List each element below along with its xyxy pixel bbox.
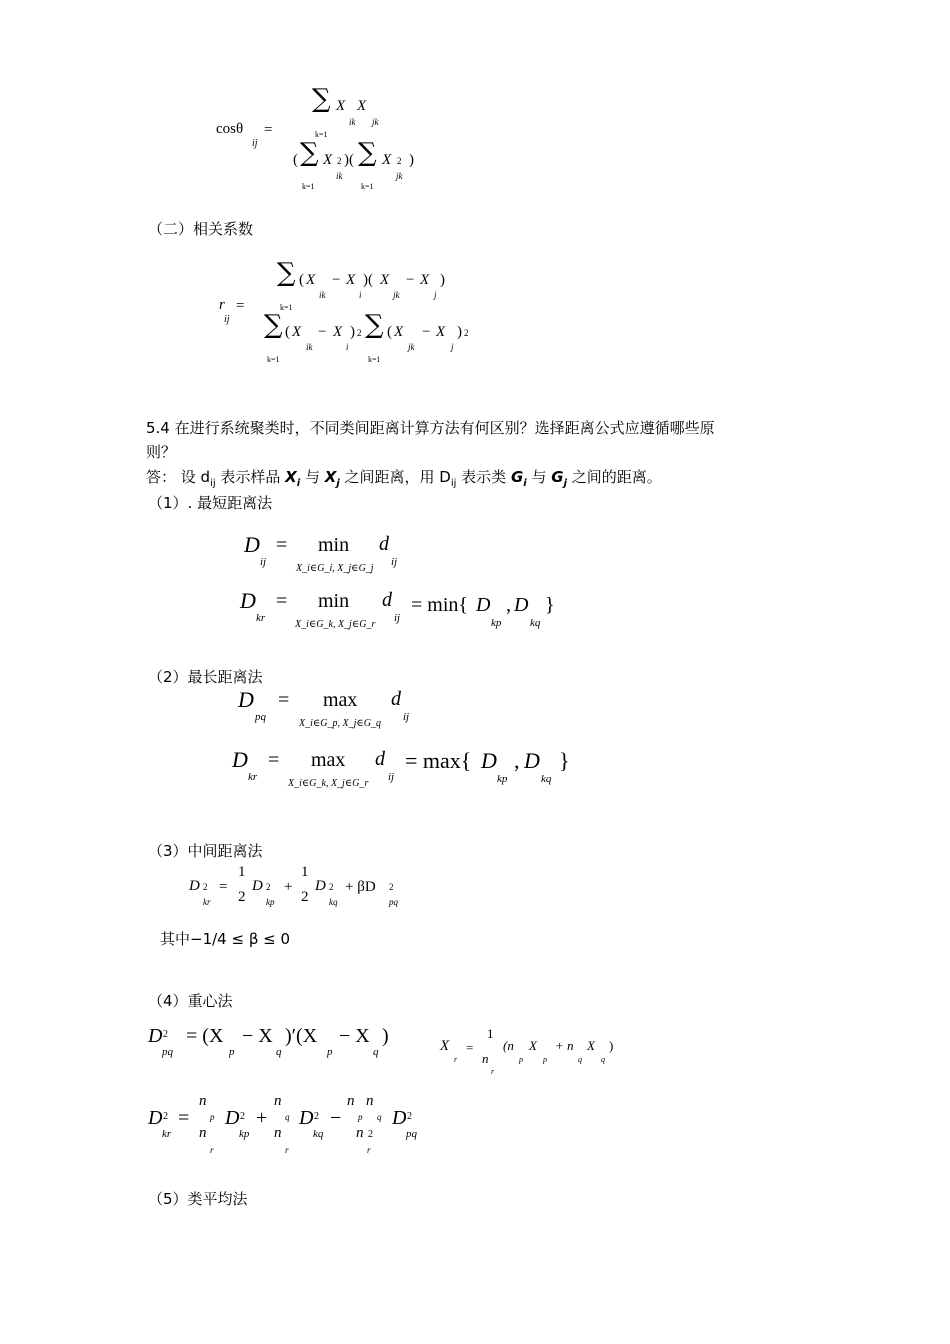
cr-f1-num: n <box>199 1093 207 1109</box>
answer-t1: 表示样品 <box>215 468 286 486</box>
xr-np-p: p <box>519 1055 523 1064</box>
cos-den-jk: jk <box>396 171 403 181</box>
corr-den-x3: X <box>394 324 404 340</box>
cd-q1: q <box>276 1046 282 1058</box>
xr-nq-q: q <box>578 1055 582 1064</box>
xr-X: X <box>440 1038 450 1054</box>
md-Dkq: D <box>315 878 326 894</box>
corr-den-rp2: ) <box>457 324 462 340</box>
sd2-Dkq-sub: kq <box>530 617 541 629</box>
sd2-comma: , <box>506 594 511 616</box>
cos-num-k: k=1 <box>315 130 328 139</box>
md-beta: + βD <box>345 879 376 895</box>
cos-den-sq1: 2 <box>337 156 342 166</box>
cos-den-rp: ) <box>409 152 414 168</box>
ld1-d: d <box>391 688 401 710</box>
cos-den-mid: )( <box>344 152 354 168</box>
cr-D-sq: 2 <box>163 1111 168 1122</box>
corr-den-x2: X <box>333 324 343 340</box>
ld2-Dkp: D <box>481 748 497 773</box>
cr-minus: − <box>330 1107 342 1129</box>
cos-den-k1: k=1 <box>302 182 315 191</box>
ld2-cond: X_i∈G_k, X_j∈G_r <box>288 778 369 789</box>
cr-f2-num: n <box>274 1093 282 1109</box>
cos-num-x1: X <box>336 98 346 114</box>
cos-den-k2: k=1 <box>361 182 374 191</box>
sd2-Dkq: D <box>514 594 529 616</box>
cos-eq: = <box>264 122 273 138</box>
cos-lhs-sub: ij <box>252 138 258 149</box>
cos-num-ik: ik <box>349 117 356 127</box>
xr-num: 1 <box>487 1026 494 1041</box>
sd1-D: D <box>244 532 260 557</box>
md-Dkp: D <box>252 878 263 894</box>
cr-f2-num-sub: q <box>285 1112 290 1122</box>
md-Dkp-sub: kp <box>266 897 275 907</box>
corr-den-minus1: − <box>318 324 327 340</box>
corr-eq: = <box>236 298 245 314</box>
corr-num-minus2: − <box>406 272 415 288</box>
md-D: D <box>189 878 200 894</box>
answer-gj-sub: j <box>563 478 567 489</box>
corr-num-j: j <box>434 290 437 300</box>
corr-den-lp1: ( <box>285 324 290 340</box>
ld1-d-sub: ij <box>403 711 410 723</box>
ld2-maxset: = max{ <box>405 748 472 773</box>
answer-t3: 之间距离，用 D <box>339 468 451 486</box>
corr-den-x4: X <box>436 324 446 340</box>
corr-den-lp2: ( <box>387 324 392 340</box>
xr-Xq-sub: q <box>601 1055 605 1064</box>
answer-t4: 表示类 <box>456 468 511 486</box>
sd1-min: min <box>318 534 350 556</box>
cr-f2-den-sub: r <box>285 1145 289 1155</box>
cd-D-sq: 2 <box>163 1029 168 1040</box>
cd-q2: q <box>373 1046 379 1058</box>
ld2-Dkq: D <box>524 748 540 773</box>
method-3-heading: （3）中间距离法 <box>148 842 263 860</box>
cr-plus: + <box>256 1107 268 1129</box>
cos-num-x2: X <box>357 98 367 114</box>
method-2-heading: （2）最长距离法 <box>148 668 263 686</box>
xr-nq: + n <box>555 1038 574 1053</box>
answer-xj: X <box>324 468 337 486</box>
corr-den-jk: jk <box>408 342 415 352</box>
sd2-minset: = min{ <box>411 594 468 616</box>
cos-lhs: cosθ <box>216 121 244 137</box>
cd-transpose: )′(X <box>285 1025 318 1047</box>
md-D-sq: 2 <box>203 882 208 892</box>
corr-den-k2: k=1 <box>368 355 381 364</box>
ld2-eq: = <box>268 749 280 771</box>
answer-gi: G <box>510 468 524 486</box>
sd2-d: d <box>382 589 392 611</box>
sd2-Dkp: D <box>476 594 491 616</box>
cr-Dkq: D <box>299 1107 314 1129</box>
md-Dpq-sub: pq <box>389 897 398 907</box>
sd2-D-sub: kr <box>256 612 266 624</box>
cr-Dpq-sq: 2 <box>407 1111 412 1122</box>
correlation-heading: （二）相关系数 <box>148 220 254 238</box>
cd-minus2: − X <box>339 1025 370 1047</box>
answer-xi: X <box>285 468 297 486</box>
md-eq: = <box>219 879 228 895</box>
cd-eq: = (X <box>186 1025 224 1047</box>
question-5-4-line1: 5.4 在进行系统聚类时，不同类间距离计算方法有何区别？选择距离公式应遵循哪些原 <box>146 419 715 437</box>
answer-dij-sub: ij <box>210 478 216 489</box>
cos-num-jk: jk <box>372 117 379 127</box>
cos-den-x2: X <box>382 152 392 168</box>
cd-D: D <box>148 1025 163 1047</box>
cr-Dkp-sq: 2 <box>240 1111 245 1122</box>
cr-D-sub: kr <box>162 1128 172 1140</box>
md-plus: + <box>284 879 293 895</box>
method-5-heading: （5）类平均法 <box>148 1190 248 1208</box>
method-4-heading: （4）重心法 <box>148 992 233 1010</box>
sd2-d-sub: ij <box>394 612 401 624</box>
cr-eq: = <box>178 1107 190 1129</box>
corr-den-rp1: ) <box>350 324 355 340</box>
ld1-eq: = <box>278 689 290 711</box>
corr-den-sq2: 2 <box>464 328 469 338</box>
cr-f3-den: n <box>356 1125 364 1141</box>
question-5-4-line2: 则？ <box>146 443 177 461</box>
xr-den-r: r <box>491 1067 495 1076</box>
cd-D-sub: pq <box>162 1046 173 1058</box>
cr-f2-den: n <box>274 1125 282 1141</box>
cr-f3-num2: n <box>366 1093 374 1109</box>
cd-p2: p <box>327 1046 333 1058</box>
answer-line <box>146 466 662 489</box>
cr-Dkq-sq: 2 <box>314 1111 319 1122</box>
md-num1: 1 <box>238 864 246 880</box>
cr-f3-den-sub: r <box>367 1145 371 1155</box>
corr-num-x1: X <box>306 272 316 288</box>
answer-gj: G <box>551 468 564 486</box>
corr-num-rp: ) <box>440 272 445 288</box>
ld1-max: max <box>323 689 358 711</box>
corr-den-k1: k=1 <box>267 355 280 364</box>
corr-lhs: r <box>219 297 225 313</box>
sd2-eq: = <box>276 590 288 612</box>
sd2-rbrace: } <box>545 594 555 616</box>
md-Dpq-sq: 2 <box>389 882 394 892</box>
cr-f3-num1-sub: p <box>358 1112 363 1122</box>
cos-den-ik: ik <box>336 171 343 181</box>
corr-num-ik: ik <box>319 290 326 300</box>
sd1-cond: X_i∈G_i, X_j∈G_j <box>296 563 374 574</box>
ld2-Dkp-sub: kp <box>497 773 508 785</box>
cr-f3-num2-sub: q <box>377 1112 382 1122</box>
xr-Xp: X <box>529 1038 537 1053</box>
sd1-d-sub: ij <box>391 556 398 568</box>
sd2-min: min <box>318 590 350 612</box>
corr-num-lp1: ( <box>299 272 304 288</box>
cd-minus1: − X <box>242 1025 273 1047</box>
corr-den-sigma1: ∑ <box>264 310 283 340</box>
cr-f1-den-sub: r <box>210 1145 214 1155</box>
cr-f3-num1: n <box>347 1093 355 1109</box>
corr-num-k: k=1 <box>280 303 293 312</box>
xr-np-n: (n <box>503 1038 514 1053</box>
xr-Xp-sub: p <box>543 1055 547 1064</box>
ld2-D: D <box>232 747 248 772</box>
corr-num-x3: X <box>380 272 390 288</box>
answer-t5: 与 <box>526 468 552 486</box>
cos-den-x1: X <box>323 152 333 168</box>
cos-den-sigma2: ∑ <box>358 138 377 168</box>
answer-t2: 与 <box>300 468 325 486</box>
cd-rp: ) <box>382 1025 389 1047</box>
sd1-eq: = <box>276 534 288 556</box>
corr-den-i: i <box>346 342 349 352</box>
corr-num-x4: X <box>420 272 430 288</box>
cr-D: D <box>148 1107 163 1129</box>
ld2-Dkq-sub: kq <box>541 773 552 785</box>
sd2-D: D <box>240 588 256 613</box>
xr-rp: ) <box>609 1038 614 1053</box>
md-D-sub: kr <box>203 897 211 907</box>
cos-den-lp: ( <box>293 152 298 168</box>
answer-xi-sub: i <box>296 478 301 489</box>
cr-Dpq-sub: pq <box>406 1128 417 1140</box>
corr-num-jk: jk <box>393 290 400 300</box>
corr-den-minus2: − <box>422 324 431 340</box>
ld1-D-sub: pq <box>255 711 266 723</box>
cd-p1: p <box>229 1046 235 1058</box>
corr-num-minus1: − <box>332 272 341 288</box>
corr-num-sigma: ∑ <box>277 258 296 288</box>
ld2-d: d <box>375 748 385 770</box>
corr-num-i: i <box>359 290 362 300</box>
ld2-rbrace: } <box>559 748 570 773</box>
answer-gi-sub: i <box>523 478 527 489</box>
cos-den-sq2: 2 <box>397 156 402 166</box>
ld2-max: max <box>311 749 346 771</box>
ld2-comma: , <box>514 748 520 773</box>
sd2-cond: X_i∈G_k, X_j∈G_r <box>295 619 376 630</box>
method-1-heading: （1）. 最短距离法 <box>148 494 273 512</box>
corr-den-j: j <box>451 342 454 352</box>
sd1-d: d <box>379 533 389 555</box>
sd2-Dkp-sub: kp <box>491 617 502 629</box>
cos-num-sigma: ∑ <box>312 84 331 114</box>
cr-Dkq-sub: kq <box>313 1128 324 1140</box>
corr-den-sigma2: ∑ <box>365 310 384 340</box>
corr-den-x1: X <box>292 324 302 340</box>
ld2-d-sub: ij <box>388 771 395 783</box>
answer-t6: 之间的距离。 <box>567 468 662 486</box>
xr-Xq: X <box>587 1038 595 1053</box>
cos-den-sigma1: ∑ <box>300 138 319 168</box>
xr-X-sub: r <box>454 1055 458 1064</box>
xr-eq: = <box>466 1040 474 1055</box>
cr-f1-den: n <box>199 1125 207 1141</box>
ld2-D-sub: kr <box>248 771 258 783</box>
corr-lhs-sub: ij <box>224 314 230 325</box>
corr-den-ik: ik <box>306 342 313 352</box>
answer-xj-sub: j <box>336 478 340 489</box>
corr-num-x2: X <box>346 272 356 288</box>
cr-f3-den-sq: 2 <box>368 1129 373 1140</box>
xr-den-n: n <box>482 1051 489 1066</box>
cr-Dkp-sub: kp <box>239 1128 250 1140</box>
method-3-note: 其中−1/4 ≤ β ≤ 0 <box>160 930 291 948</box>
ld1-cond: X_i∈G_p, X_j∈G_q <box>299 718 382 729</box>
corr-num-mid: )( <box>363 272 373 288</box>
answer-prefix: 答： 设 d <box>146 468 211 486</box>
md-Dkp-sq: 2 <box>266 882 271 892</box>
md-num2: 1 <box>301 864 309 880</box>
answer-dij-cap-sub: ij <box>450 478 457 489</box>
cr-Dkp: D <box>225 1107 240 1129</box>
md-den2: 2 <box>301 889 309 905</box>
md-Dkq-sub: kq <box>329 897 338 907</box>
sd1-D-sub: ij <box>260 556 267 568</box>
ld1-D: D <box>238 687 254 712</box>
md-Dkq-sq: 2 <box>329 882 334 892</box>
cr-f1-num-sub: p <box>210 1112 215 1122</box>
cr-Dpq: D <box>392 1107 407 1129</box>
corr-den-sq1: 2 <box>357 328 362 338</box>
md-den1: 2 <box>238 889 246 905</box>
